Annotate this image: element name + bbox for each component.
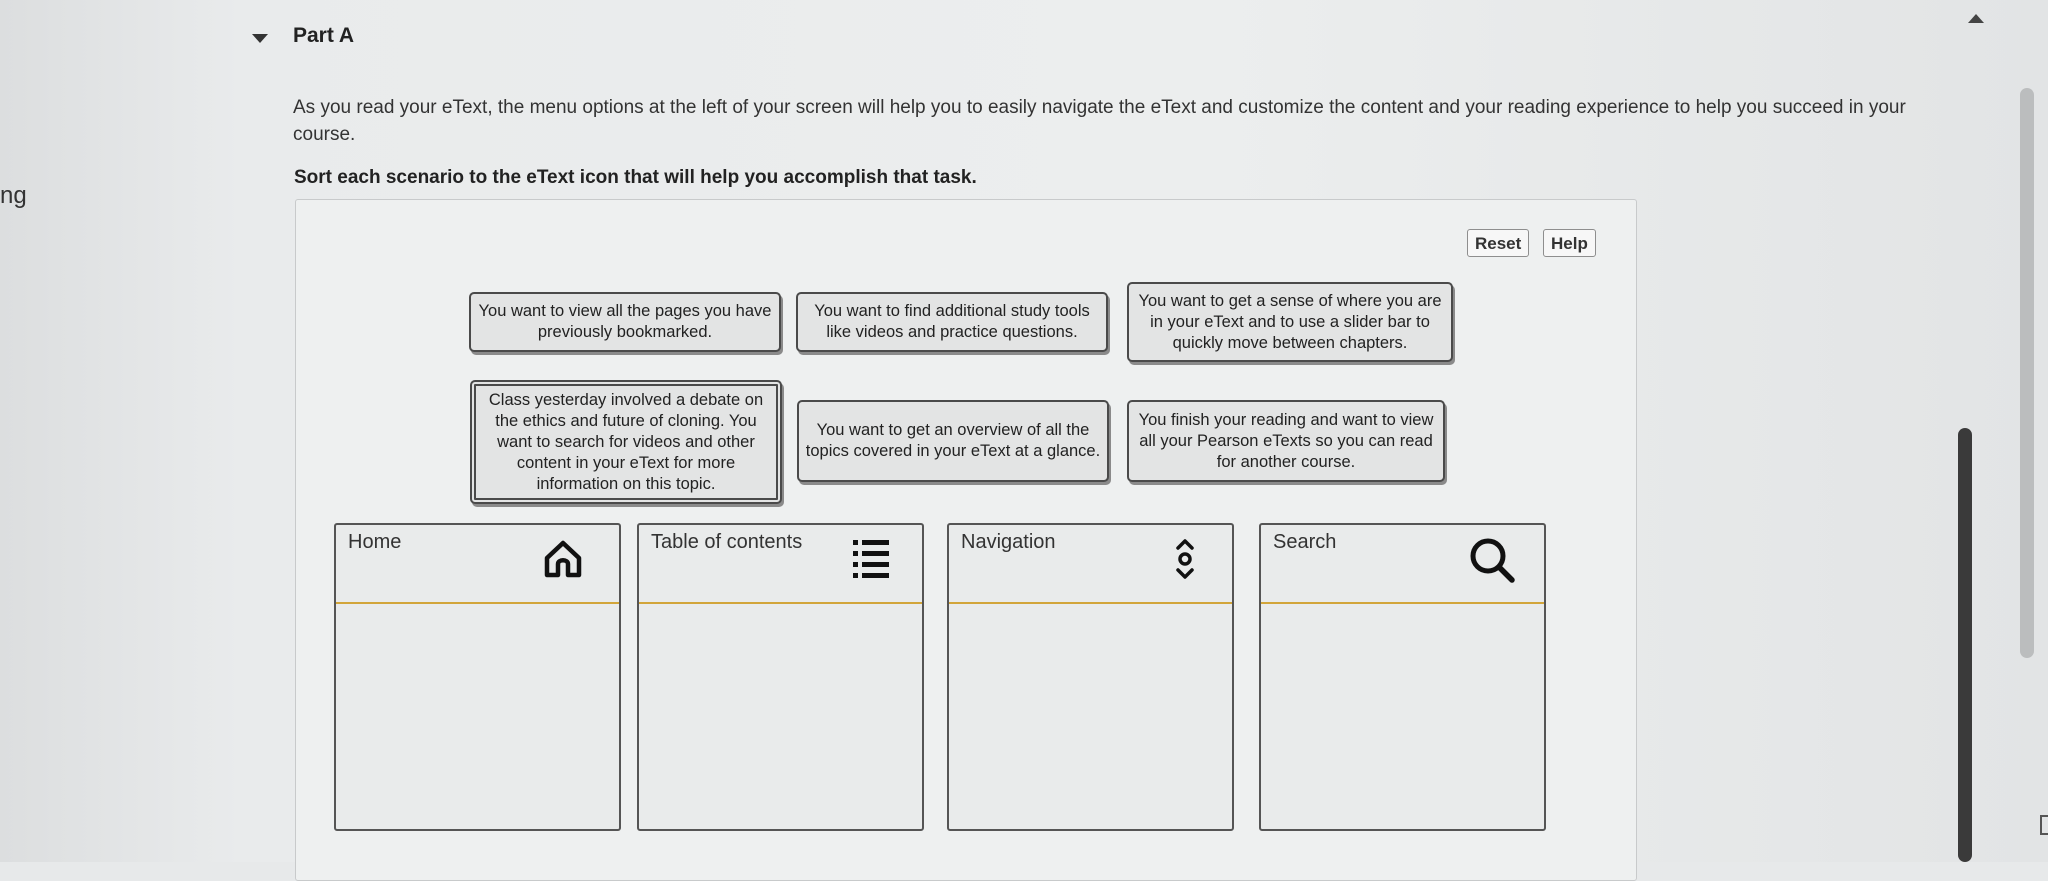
bin-search[interactable] <box>1259 523 1546 831</box>
bin-label: Navigation <box>961 531 1056 553</box>
drop-zone[interactable] <box>336 604 619 829</box>
instruction-text: Sort each scenario to the eText icon that will help you accomplish that task. <box>294 167 977 188</box>
scenario-card-cloning-search[interactable]: Class yesterday involved a debate on the ethics and future of cloning. You want to search for videos and other content in your eText for more information on this topic. <box>470 380 782 504</box>
scenario-card-all-etexts[interactable]: You finish your reading and want to view all your Pearson eTexts so you can read for another course. <box>1127 400 1445 482</box>
search-icon <box>1467 535 1517 585</box>
edge-text: ng <box>0 182 27 209</box>
reset-button[interactable]: Reset <box>1467 229 1529 257</box>
bin-header <box>949 525 1232 604</box>
bin-label: Search <box>1273 531 1337 553</box>
scrollbar-track[interactable] <box>2020 88 2034 658</box>
bin-home[interactable] <box>334 523 621 831</box>
scroll-up-icon[interactable] <box>1968 14 1984 23</box>
scenario-card-study-tools[interactable]: You want to find additional study tools like videos and practice questions. <box>796 292 1108 352</box>
bin-header <box>336 525 619 604</box>
corner-mark <box>2040 815 2048 835</box>
scenario-card-bookmarks[interactable]: You want to view all the pages you have previously bookmarked. <box>469 292 781 352</box>
bin-table-of-contents[interactable] <box>637 523 924 831</box>
bin-label: Home <box>348 531 402 553</box>
bin-navigation[interactable] <box>947 523 1234 831</box>
list-icon <box>851 535 891 583</box>
drop-zone[interactable] <box>639 604 922 829</box>
scenario-card-slider[interactable]: You want to get a sense of where you are in your eText and to use a slider bar to quickly move between chapters. <box>1127 282 1453 362</box>
bin-label: Table of contents <box>651 531 803 553</box>
drop-zone[interactable] <box>949 604 1232 829</box>
scrollbar-thumb[interactable] <box>1958 428 1972 862</box>
navigation-icon <box>1173 535 1197 583</box>
intro-text: As you read your eText, the menu options at the left of your screen will help you to easily navigate the eText and customize the content and your reading experience to help you succeed in your course. <box>293 97 1906 145</box>
bin-header <box>1261 525 1544 604</box>
drop-zone[interactable] <box>1261 604 1544 829</box>
collapse-caret-icon[interactable] <box>252 34 268 43</box>
part-title[interactable]: Part A <box>293 24 355 47</box>
help-button[interactable]: Help <box>1543 229 1596 257</box>
scenario-card-overview[interactable]: You want to get an overview of all the topics covered in your eText at a glance. <box>797 400 1109 482</box>
home-icon <box>542 537 584 579</box>
bin-header <box>639 525 922 604</box>
